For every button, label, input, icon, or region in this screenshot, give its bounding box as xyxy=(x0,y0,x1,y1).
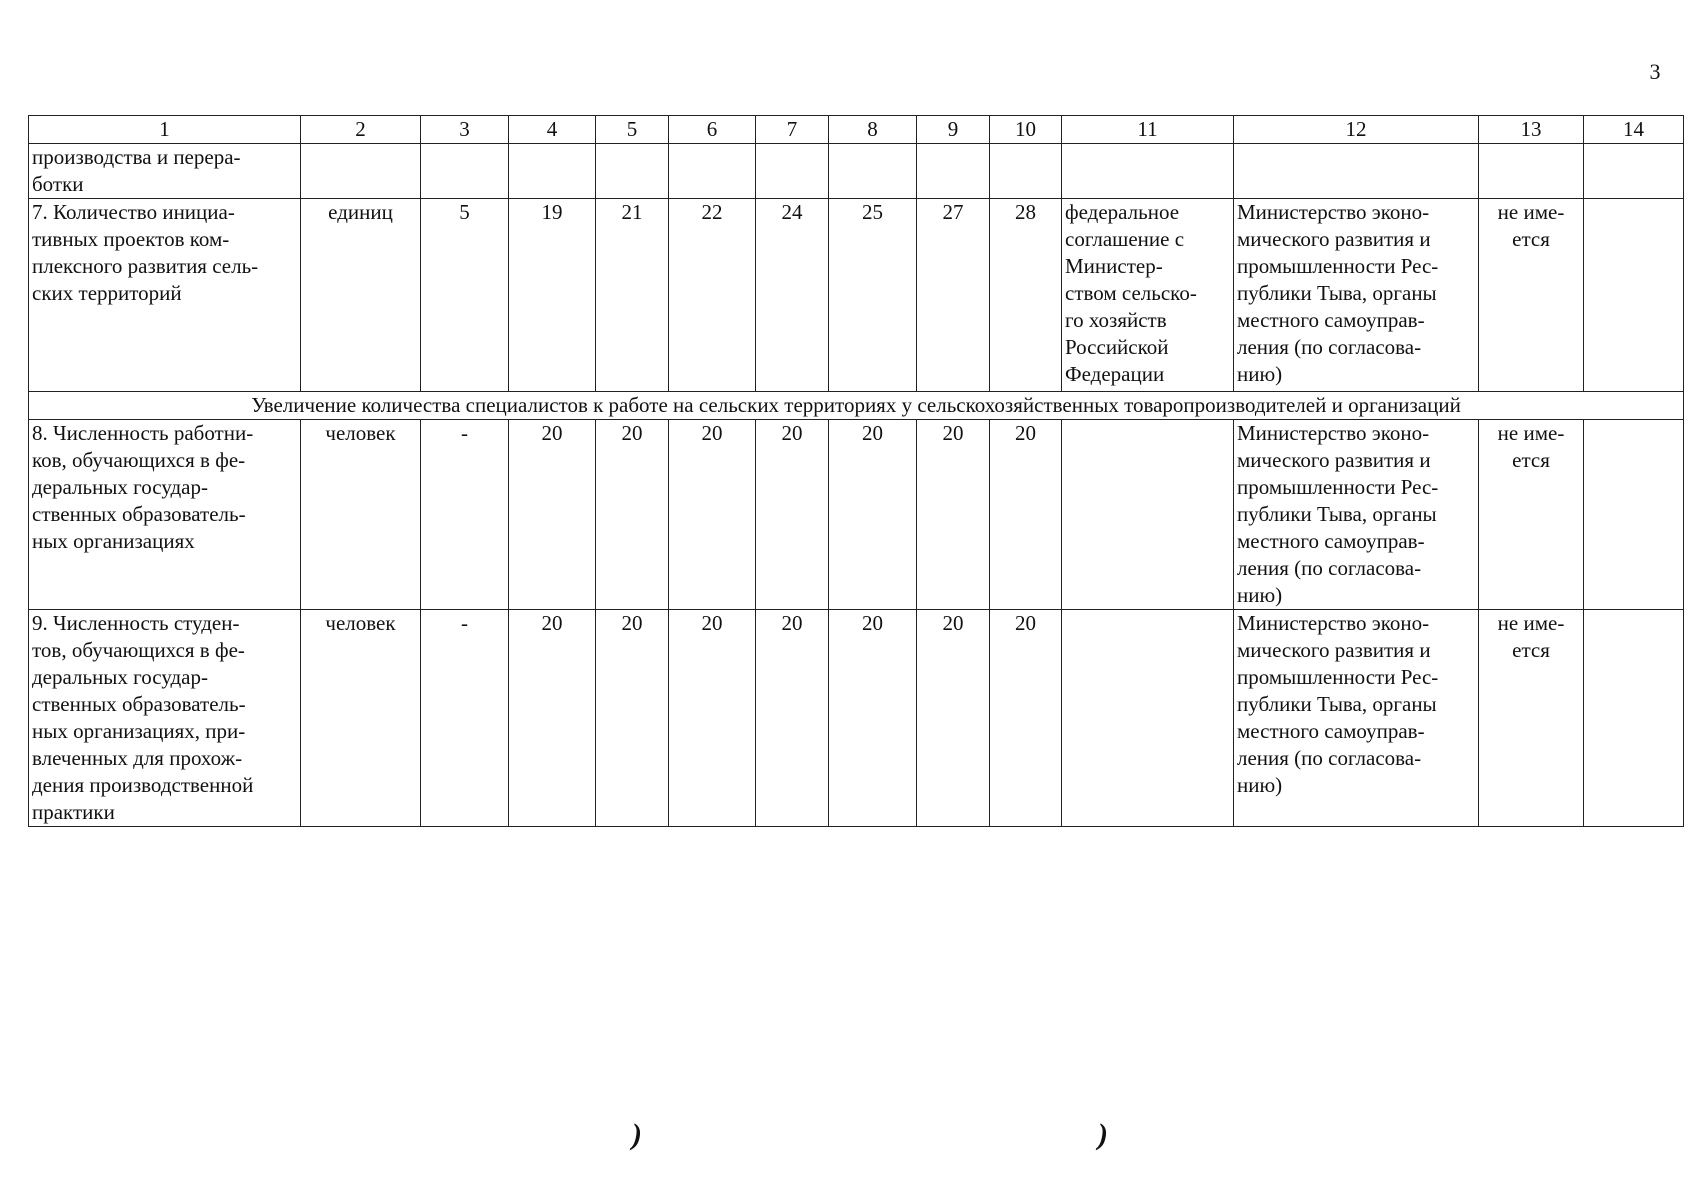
responsible-cell: Министерство эконо- мического развития и промышленности Рес- публики Тыва, органы местного самоуправ- ления (по согласова- нию) xyxy=(1234,199,1479,392)
indicator-cell: 7. Количество инициа- тивных проектов ком- плексного развития сель- ских территорий xyxy=(29,199,301,392)
extra-cell xyxy=(1584,420,1684,610)
year-value-cell: 20 xyxy=(829,610,917,827)
basis-cell xyxy=(1062,610,1234,827)
extra-cell xyxy=(1584,144,1684,199)
column-header: 13 xyxy=(1479,116,1584,144)
column-header: 5 xyxy=(596,116,669,144)
table-row xyxy=(29,199,1684,392)
column-header: 14 xyxy=(1584,116,1684,144)
unit-cell: единиц xyxy=(301,199,421,392)
footer-mark: ) xyxy=(632,1118,642,1151)
header-row xyxy=(29,116,1684,144)
table-body xyxy=(29,116,1684,827)
column-header: 6 xyxy=(669,116,756,144)
basis-cell xyxy=(1062,144,1234,199)
year-value-cell: 20 xyxy=(829,420,917,610)
column-header: 2 xyxy=(301,116,421,144)
indicator-cell: производства и перера- ботки xyxy=(29,144,301,199)
column-header: 12 xyxy=(1234,116,1479,144)
basis-cell xyxy=(1062,420,1234,610)
year-value-cell: 20 xyxy=(596,420,669,610)
year-value-cell xyxy=(509,144,596,199)
year-value-cell: 27 xyxy=(917,199,990,392)
link-cell xyxy=(1479,144,1584,199)
year-value-cell: 20 xyxy=(990,420,1062,610)
year-value-cell: 20 xyxy=(509,420,596,610)
footer-mark: ) xyxy=(1098,1118,1108,1151)
base-value-cell: - xyxy=(421,420,509,610)
unit-cell: человек xyxy=(301,420,421,610)
column-header: 3 xyxy=(421,116,509,144)
year-value-cell: 19 xyxy=(509,199,596,392)
section-row xyxy=(29,392,1684,420)
column-header: 4 xyxy=(509,116,596,144)
year-value-cell xyxy=(829,144,917,199)
column-header: 8 xyxy=(829,116,917,144)
page-number: 3 xyxy=(1649,59,1661,84)
responsible-cell xyxy=(1234,144,1479,199)
year-value-cell xyxy=(596,144,669,199)
year-value-cell: 20 xyxy=(669,420,756,610)
extra-cell xyxy=(1584,610,1684,827)
column-header: 10 xyxy=(990,116,1062,144)
column-header: 9 xyxy=(917,116,990,144)
indicator-cell: 9. Численность студен- тов, обучающихся в фе- деральных государ- ственных образователь- ных организациях, при- влеченных для прохож- дения производственной практики xyxy=(29,610,301,827)
year-value-cell: 20 xyxy=(917,610,990,827)
link-cell: не име- ется xyxy=(1479,610,1584,827)
base-value-cell: 5 xyxy=(421,199,509,392)
year-value-cell: 20 xyxy=(917,420,990,610)
basis-cell: федеральное соглашение с Министер- ством сельско- го хозяйств Российской Федерации xyxy=(1062,199,1234,392)
base-value-cell xyxy=(421,144,509,199)
year-value-cell xyxy=(917,144,990,199)
unit-cell: человек xyxy=(301,610,421,827)
column-header: 7 xyxy=(756,116,829,144)
indicators-table xyxy=(28,115,1684,827)
year-value-cell: 20 xyxy=(509,610,596,827)
table-row xyxy=(29,144,1684,199)
year-value-cell: 24 xyxy=(756,199,829,392)
column-header: 1 xyxy=(29,116,301,144)
table-row xyxy=(29,610,1684,827)
unit-cell xyxy=(301,144,421,199)
year-value-cell: 21 xyxy=(596,199,669,392)
year-value-cell: 22 xyxy=(669,199,756,392)
link-cell: не име- ется xyxy=(1479,199,1584,392)
base-value-cell: - xyxy=(421,610,509,827)
year-value-cell: 25 xyxy=(829,199,917,392)
responsible-cell: Министерство эконо- мического развития и промышленности Рес- публики Тыва, органы местного самоуправ- ления (по согласова- нию) xyxy=(1234,420,1479,610)
year-value-cell: 20 xyxy=(596,610,669,827)
table-row xyxy=(29,420,1684,610)
year-value-cell: 20 xyxy=(756,610,829,827)
responsible-cell: Министерство эконо- мического развития и промышленности Рес- публики Тыва, органы местного самоуправ- ления (по согласова- нию) xyxy=(1234,610,1479,827)
year-value-cell xyxy=(756,144,829,199)
year-value-cell: 20 xyxy=(669,610,756,827)
section-title: Увеличение количества специалистов к работе на сельских территориях у сельскохозяйственных товаропроизводителей и организаций xyxy=(29,392,1684,420)
column-header: 11 xyxy=(1062,116,1234,144)
link-cell: не име- ется xyxy=(1479,420,1584,610)
year-value-cell xyxy=(990,144,1062,199)
year-value-cell xyxy=(669,144,756,199)
year-value-cell: 20 xyxy=(990,610,1062,827)
year-value-cell: 28 xyxy=(990,199,1062,392)
indicator-cell: 8. Численность работни- ков, обучающихся в фе- деральных государ- ственных образователь- ных организациях xyxy=(29,420,301,610)
extra-cell xyxy=(1584,199,1684,392)
year-value-cell: 20 xyxy=(756,420,829,610)
